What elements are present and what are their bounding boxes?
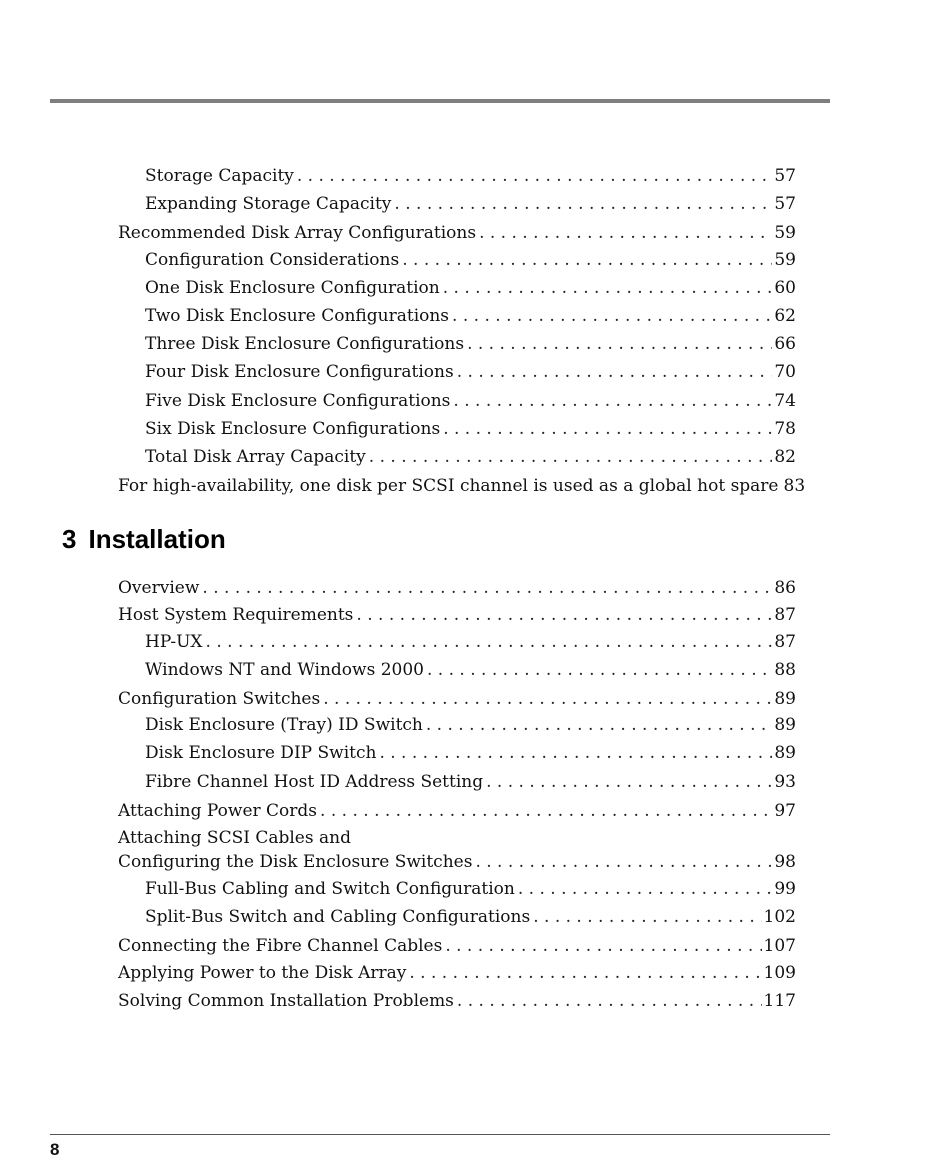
toc-entry-page: 99: [774, 879, 796, 899]
dot-leader: [427, 660, 772, 680]
toc-entry-title: Configuration Switches: [118, 689, 321, 709]
toc-entry[interactable]: [118, 852, 796, 872]
toc-entry-page: 70: [774, 362, 796, 382]
toc-entry-title: For high-availability, one disk per SCSI channel is used as a global hot spare: [118, 476, 779, 496]
toc-entry-page: 86: [774, 578, 796, 598]
toc-entry-page: 87: [774, 632, 796, 652]
toc-entry-title: Host System Requirements: [118, 605, 354, 625]
toc-entry-page: 88: [774, 660, 796, 680]
toc-entry-page: 98: [774, 852, 796, 872]
toc-entry-title-line[interactable]: Attaching SCSI Cables and: [118, 828, 351, 848]
dot-leader: [467, 334, 772, 354]
dot-leader: [426, 715, 772, 735]
dot-leader: [445, 936, 761, 956]
toc-entry-title: Solving Common Installation Problems: [118, 991, 454, 1011]
toc-entry-title: Full-Bus Cabling and Switch Configuration: [145, 879, 515, 899]
toc-entry-title: Configuration Considerations: [145, 250, 400, 270]
toc-entry-title: Disk Enclosure (Tray) ID Switch: [145, 715, 423, 735]
footer-rule: [50, 1134, 830, 1135]
chapter-heading[interactable]: [62, 524, 226, 554]
toc-entry-title: Six Disk Enclosure Configurations: [145, 419, 441, 439]
toc-entry-page: 107: [763, 936, 796, 956]
toc-entry-title: Fibre Channel Host ID Address Setting: [145, 772, 484, 792]
toc-entry[interactable]: [145, 879, 796, 899]
page-number: 8: [50, 1140, 60, 1159]
dot-leader: [453, 391, 772, 411]
dot-leader: [206, 632, 773, 652]
toc-entry-title: Disk Enclosure DIP Switch: [145, 743, 377, 763]
toc-entry-title: Storage Capacity: [145, 166, 294, 186]
toc-entry-title: Five Disk Enclosure Configurations: [145, 391, 451, 411]
toc-entry-title: Windows NT and Windows 2000: [145, 660, 424, 680]
chapter-number: 3: [62, 524, 77, 554]
toc-entry-page: 89: [774, 743, 796, 763]
toc-entry-title: Split-Bus Switch and Cabling Configurations: [145, 907, 531, 927]
toc-entry[interactable]: [145, 907, 796, 927]
chapter-title: Installation: [88, 524, 226, 554]
toc-entry[interactable]: [118, 578, 796, 598]
toc-entry[interactable]: [145, 194, 796, 214]
toc-entry-title: Overview: [118, 578, 200, 598]
toc-entry[interactable]: [145, 334, 796, 354]
toc-entry-page: 60: [774, 278, 796, 298]
toc-entry[interactable]: [145, 166, 796, 186]
toc-entry-title: Three Disk Enclosure Configurations: [145, 334, 465, 354]
toc-entry-page: 62: [774, 306, 796, 326]
toc-entry[interactable]: [118, 689, 796, 709]
dot-leader: [379, 743, 772, 763]
dot-leader: [533, 907, 761, 927]
toc-entry[interactable]: [118, 476, 806, 496]
toc-entry-page: 83: [783, 476, 806, 496]
toc-entry[interactable]: [145, 278, 796, 298]
toc-entry-page: 109: [763, 963, 796, 983]
toc-entry-title: One Disk Enclosure Configuration: [145, 278, 440, 298]
dot-leader: [443, 419, 772, 439]
toc-entry-title: Configuring the Disk Enclosure Switches: [118, 852, 473, 872]
toc-entry[interactable]: [145, 447, 796, 467]
dot-leader: [369, 447, 773, 467]
toc-entry-page: 93: [774, 772, 796, 792]
dot-leader: [486, 772, 772, 792]
toc-entry[interactable]: [118, 223, 796, 243]
toc-entry[interactable]: [145, 391, 796, 411]
toc-entry[interactable]: [118, 963, 796, 983]
dot-leader: [475, 852, 772, 872]
toc-entry[interactable]: [145, 715, 796, 735]
toc-entry-title: Recommended Disk Array Configurations: [118, 223, 477, 243]
toc-entry[interactable]: [145, 743, 796, 763]
toc-entry-page: 74: [774, 391, 796, 411]
toc-entry-page: 57: [774, 194, 796, 214]
toc-entry[interactable]: [145, 250, 796, 270]
toc-entry-page: 57: [774, 166, 796, 186]
toc-entry-page: 59: [774, 223, 796, 243]
toc-entry-page: 89: [774, 689, 796, 709]
toc-entry[interactable]: [118, 936, 796, 956]
dot-leader: [323, 689, 772, 709]
toc-entry-title: Expanding Storage Capacity: [145, 194, 392, 214]
toc-entry[interactable]: [145, 306, 796, 326]
toc-entry[interactable]: [145, 772, 796, 792]
toc-entry-title: Applying Power to the Disk Array: [118, 963, 407, 983]
dot-leader: [518, 879, 773, 899]
toc-entry-page: 87: [774, 605, 796, 625]
toc-entry[interactable]: [145, 632, 796, 652]
toc-entry[interactable]: [145, 660, 796, 680]
dot-leader: [409, 963, 761, 983]
toc-entry-page: 82: [774, 447, 796, 467]
toc-entry-title: Two Disk Enclosure Configurations: [145, 306, 450, 326]
toc-entry[interactable]: [118, 991, 796, 1011]
toc-entry-page: 78: [774, 419, 796, 439]
dot-leader: [402, 250, 772, 270]
toc-entry[interactable]: [118, 605, 796, 625]
toc-entry-title: HP-UX: [145, 632, 203, 652]
dot-leader: [479, 223, 772, 243]
dot-leader: [356, 605, 772, 625]
toc-entry[interactable]: [118, 801, 796, 821]
dot-leader: [443, 278, 773, 298]
toc-entry-page: 117: [763, 991, 796, 1011]
toc-entry-title: Four Disk Enclosure Configurations: [145, 362, 454, 382]
dot-leader: [202, 578, 772, 598]
dot-leader: [394, 194, 772, 214]
header-rule: [50, 99, 830, 103]
toc-entry[interactable]: [145, 419, 796, 439]
toc-entry-title: Connecting the Fibre Channel Cables: [118, 936, 443, 956]
dot-leader: [297, 166, 772, 186]
toc-entry-page: 102: [763, 907, 796, 927]
toc-entry-title: Attaching Power Cords: [118, 801, 318, 821]
toc-entry-page: 66: [774, 334, 796, 354]
toc-entry-page: 89: [774, 715, 796, 735]
dot-leader: [320, 801, 772, 821]
dot-leader: [457, 362, 773, 382]
toc-entry-title: Total Disk Array Capacity: [145, 447, 366, 467]
toc-entry[interactable]: [145, 362, 796, 382]
dot-leader: [457, 991, 762, 1011]
toc-entry-page: 97: [774, 801, 796, 821]
dot-leader: [452, 306, 772, 326]
toc-entry-page: 59: [774, 250, 796, 270]
